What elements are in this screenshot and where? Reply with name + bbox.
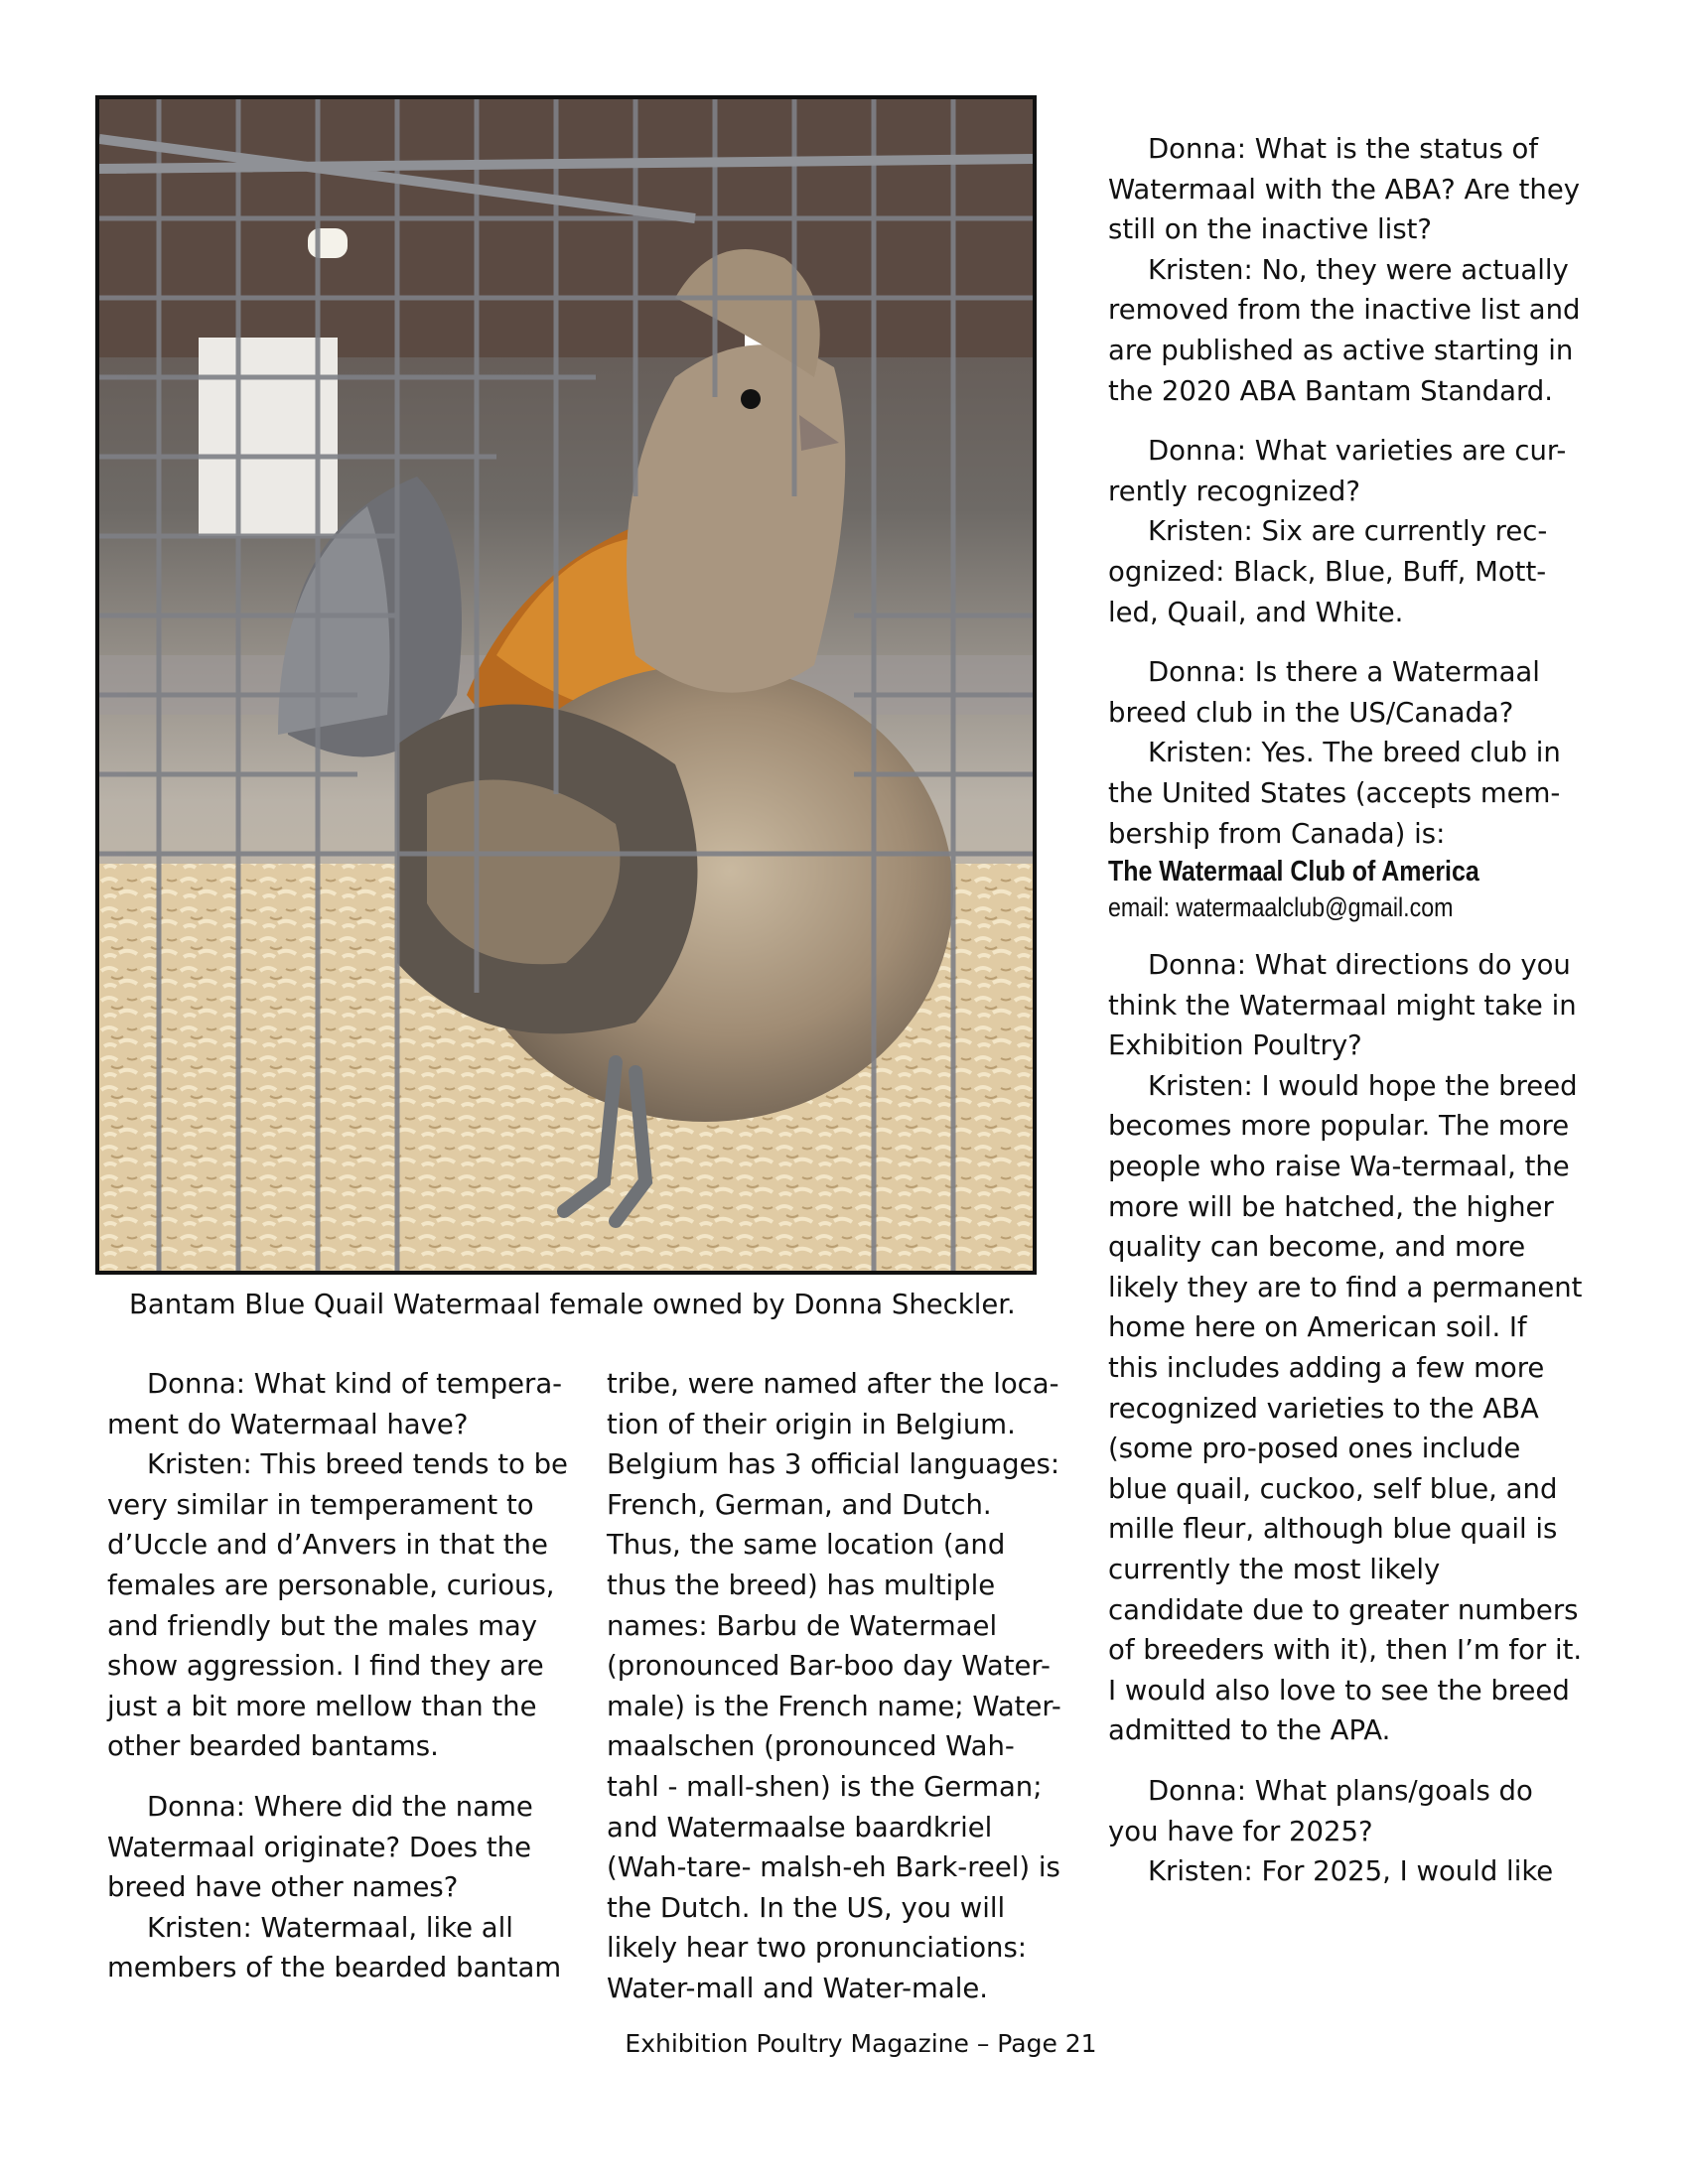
question-varieties: Donna: What varieties are cur-rently recognized?	[1108, 435, 1567, 507]
question-plans: Donna: What plans/goals do you have for 2025?	[1108, 1774, 1533, 1847]
answer-plans: Kristen: For 2025, I would like	[1148, 1855, 1554, 1888]
answer-temperament: Kristen: This breed tends to be very similar in temperament to d’Uccle and d’Anvers in that the females are personable, curious, and friendly but the males may show aggression. I find they are just a bit more mellow than the other bearded bantams.	[107, 1448, 568, 1763]
answer-directions: Kristen: I would hope the breed becomes more popular. The more people who raise Wa-termaal, the more will be hatched, the higher quality can become, and more likely they are to find a permanent home here on American soil. If this includes adding a few more recognized varieties to the ABA (some pro-posed ones include blue quail, cuckoo, self blue, and mille fleur, although blue quail is currently the most likely candidate due to greater numbers of breeders with it), then I’m for it. I would also love to see the breed admitted to the APA.	[1108, 1069, 1583, 1747]
footer-text: Exhibition Poultry Magazine – Page 21	[625, 2029, 1097, 2058]
bantam-photo	[95, 95, 1037, 1275]
answer-breed-club: Kristen: Yes. The breed club in the United States (accepts mem-bership from Canada) is:	[1108, 737, 1561, 850]
chicken-illustration	[99, 99, 1033, 1271]
question-name-origin: Donna: Where did the name Watermaal originate? Does the breed have other names?	[107, 1790, 533, 1904]
page-footer	[0, 2027, 1688, 2061]
question-aba-status: Donna: What is the status of Watermaal with the ABA? Are they still on the inactive list?	[1108, 133, 1581, 246]
question-breed-club: Donna: Is there a Watermaal breed club in the US/Canada?	[1108, 656, 1540, 729]
article-column-middle	[607, 1364, 1063, 2009]
answer-name-origin-continued: tribe, were named after the loca-tion of their origin in Belgium. Belgium has 3 official languages: French, German, and Dutch. Thus, the same location (and thus the breed) has multiple names: Barbu de Watermael (pronounced Bar-boo day Water-male) is the French name; Water-maalschen (pronounced Wah-tahl - mall-shen) is the German; and Watermaalse baardkriel (Wah-tare- malsh-eh Bark-reel) is the Dutch. In the US, you will likely hear two pronunciations: Water-mall and Water-male.	[607, 1368, 1061, 2004]
answer-name-origin: Kristen: Watermaal, like all members of the bearded bantam	[107, 1911, 562, 1984]
photo-caption: Bantam Blue Quail Watermaal female owned by Donna Sheckler.	[129, 1289, 1016, 1320]
answer-varieties: Kristen: Six are currently rec-ognized: Black, Blue, Buff, Mott-led, Quail, and White.	[1108, 515, 1548, 628]
question-directions: Donna: What directions do you think the Watermaal might take in Exhibition Poultry?	[1108, 949, 1577, 1062]
article-column-right	[1108, 129, 1583, 1892]
article-column-left	[107, 1364, 576, 1988]
answer-aba-status: Kristen: No, they were actually removed from the inactive list and are published as active starting in the 2020 ABA Bantam Standard.	[1108, 253, 1581, 407]
question-temperament: Donna: What kind of tempera-ment do Watermaal have?	[107, 1368, 563, 1440]
club-name: The Watermaal Club of America	[1108, 856, 1479, 888]
club-email-link[interactable]: email: watermaalclub@gmail.com	[1108, 892, 1454, 923]
